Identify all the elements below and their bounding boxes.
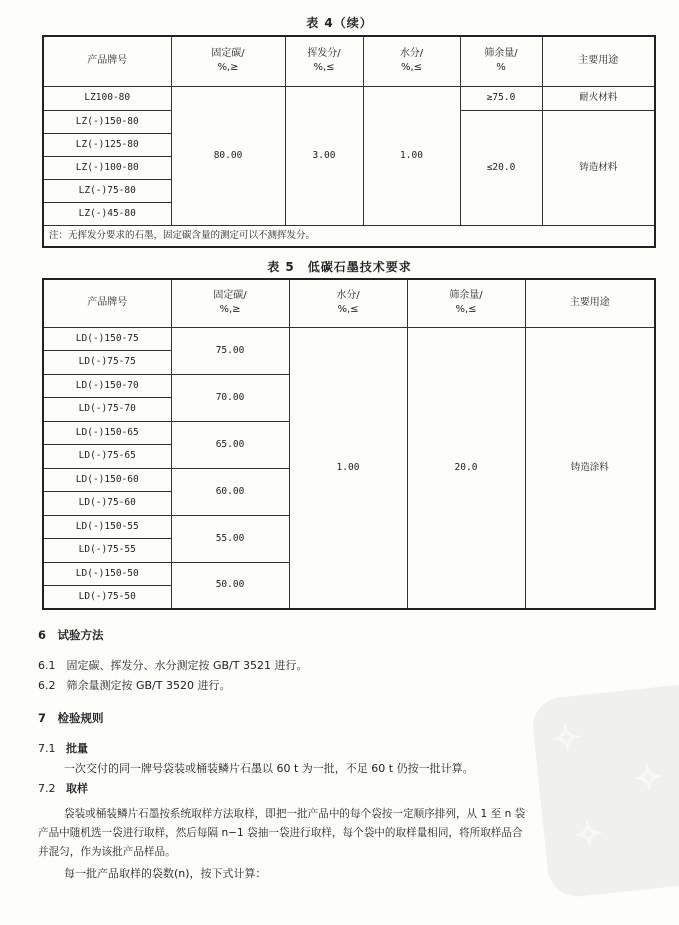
table4 bbox=[42, 35, 656, 248]
table5-header-row bbox=[43, 279, 655, 327]
header-volatile: 挥发分/ %,≤ bbox=[285, 36, 363, 86]
table5-caption: 表 5 低碳石墨技术要求 bbox=[267, 260, 412, 274]
clause-7-2-title: 取样 bbox=[66, 782, 88, 795]
clause-7-2-para-line-1: 袋装或桶装鳞片石墨按系统取样方法取样，即把一批产品中的每个袋按一定顺序排列，从 1 至 n 袋 bbox=[64, 808, 526, 820]
clause-7-2-heading bbox=[38, 781, 88, 797]
volatile-cell: 3.00 bbox=[285, 86, 363, 225]
clause-7-2-para-line-2: 产品中随机选一袋进行取样，然后每隔 n−1 袋抽一袋进行取样，每个袋中的取样量相同，将所取样品合 bbox=[38, 827, 523, 839]
table5 bbox=[42, 278, 656, 610]
clause-7-2-para-line-3: 并混匀，作为该批产品样品。 bbox=[38, 846, 176, 858]
grade-cell: LZ(-)100-80 bbox=[43, 156, 171, 179]
grade-cell: LD(-)150-75 bbox=[43, 327, 171, 350]
residue-cell: 20.0 bbox=[407, 327, 525, 609]
table-row bbox=[43, 86, 655, 110]
table4-note: 注：无挥发分要求的石墨，固定碳含量的测定可以不测挥发分。 bbox=[43, 225, 655, 247]
grade-cell: LZ100-80 bbox=[43, 86, 171, 110]
grade-cell: LD(-)150-70 bbox=[43, 374, 171, 397]
grade-cell: LD(-)150-65 bbox=[43, 421, 171, 444]
header-use: 主要用途 bbox=[525, 279, 655, 327]
moisture-cell: 1.00 bbox=[289, 327, 407, 609]
header-fixed-carbon: 固定碳/ %,≥ bbox=[171, 36, 285, 86]
fixed-carbon-cell: 70.00 bbox=[171, 374, 289, 421]
header-residue: 筛余量/ %,≤ bbox=[407, 279, 525, 327]
grade-cell: LD(-)150-60 bbox=[43, 468, 171, 491]
clause-7-2-number: 7.2 bbox=[38, 782, 56, 795]
grade-cell: LD(-)150-50 bbox=[43, 562, 171, 585]
clause-7-1-title: 批量 bbox=[66, 742, 88, 755]
residue-cell: ≥75.0 bbox=[460, 86, 542, 110]
table4-caption: 表 4（续） bbox=[306, 16, 373, 30]
fixed-carbon-cell: 55.00 bbox=[171, 515, 289, 562]
section-7-heading: 7 检验规则 bbox=[38, 711, 104, 725]
clause-7-1-body: 一次交付的同一牌号袋装或桶装鳞片石墨以 60 t 为一批，不足 60 t 仍按一批计算。 bbox=[64, 762, 474, 775]
header-grade: 产品牌号 bbox=[43, 279, 171, 327]
grade-cell: LZ(-)75-80 bbox=[43, 179, 171, 202]
use-cell: 耐火材料 bbox=[542, 86, 655, 110]
header-residue: 筛余量/ % bbox=[460, 36, 542, 86]
moisture-cell: 1.00 bbox=[363, 86, 460, 225]
header-grade: 产品牌号 bbox=[43, 36, 171, 86]
header-fixed-carbon: 固定碳/ %,≥ bbox=[171, 279, 289, 327]
fixed-carbon-cell: 80.00 bbox=[171, 86, 285, 225]
fixed-carbon-cell: 60.00 bbox=[171, 468, 289, 515]
grade-cell: LD(-)75-55 bbox=[43, 538, 171, 562]
clause-6-2: 6.2 筛余量测定按 GB/T 3520 进行。 bbox=[38, 679, 231, 692]
section-6-heading: 6 试验方法 bbox=[38, 628, 104, 642]
table4-header-row bbox=[43, 36, 655, 86]
table-row bbox=[43, 327, 655, 350]
fixed-carbon-cell: 50.00 bbox=[171, 562, 289, 609]
header-moisture: 水分/ %,≤ bbox=[289, 279, 407, 327]
fixed-carbon-cell: 65.00 bbox=[171, 421, 289, 468]
residue-cell: ≤20.0 bbox=[460, 110, 542, 225]
grade-cell: LZ(-)125-80 bbox=[43, 133, 171, 156]
header-use: 主要用途 bbox=[542, 36, 655, 86]
clause-7-2-para-2: 每一批产品取样的袋数(n)，按下式计算： bbox=[64, 867, 267, 880]
grade-cell: LD(-)75-75 bbox=[43, 350, 171, 374]
clause-7-1-number: 7.1 bbox=[38, 742, 56, 755]
clause-6-1: 6.1 固定碳、挥发分、水分测定按 GB/T 3521 进行。 bbox=[38, 659, 308, 672]
grade-cell: LD(-)150-55 bbox=[43, 515, 171, 538]
clause-7-1-heading bbox=[38, 741, 88, 757]
grade-cell: LZ(-)45-80 bbox=[43, 202, 171, 225]
grade-cell: LD(-)75-60 bbox=[43, 491, 171, 515]
use-cell: 铸造材料 bbox=[542, 110, 655, 225]
grade-cell: LD(-)75-50 bbox=[43, 585, 171, 609]
watermark-seal: ✧ ✧ ✧ bbox=[530, 681, 679, 900]
use-cell: 铸造涂料 bbox=[525, 327, 655, 609]
grade-cell: LD(-)75-65 bbox=[43, 444, 171, 468]
grade-cell: LD(-)75-70 bbox=[43, 397, 171, 421]
grade-cell: LZ(-)150-80 bbox=[43, 110, 171, 133]
header-moisture: 水分/ %,≤ bbox=[363, 36, 460, 86]
fixed-carbon-cell: 75.00 bbox=[171, 327, 289, 374]
table4-note-row bbox=[43, 225, 655, 247]
